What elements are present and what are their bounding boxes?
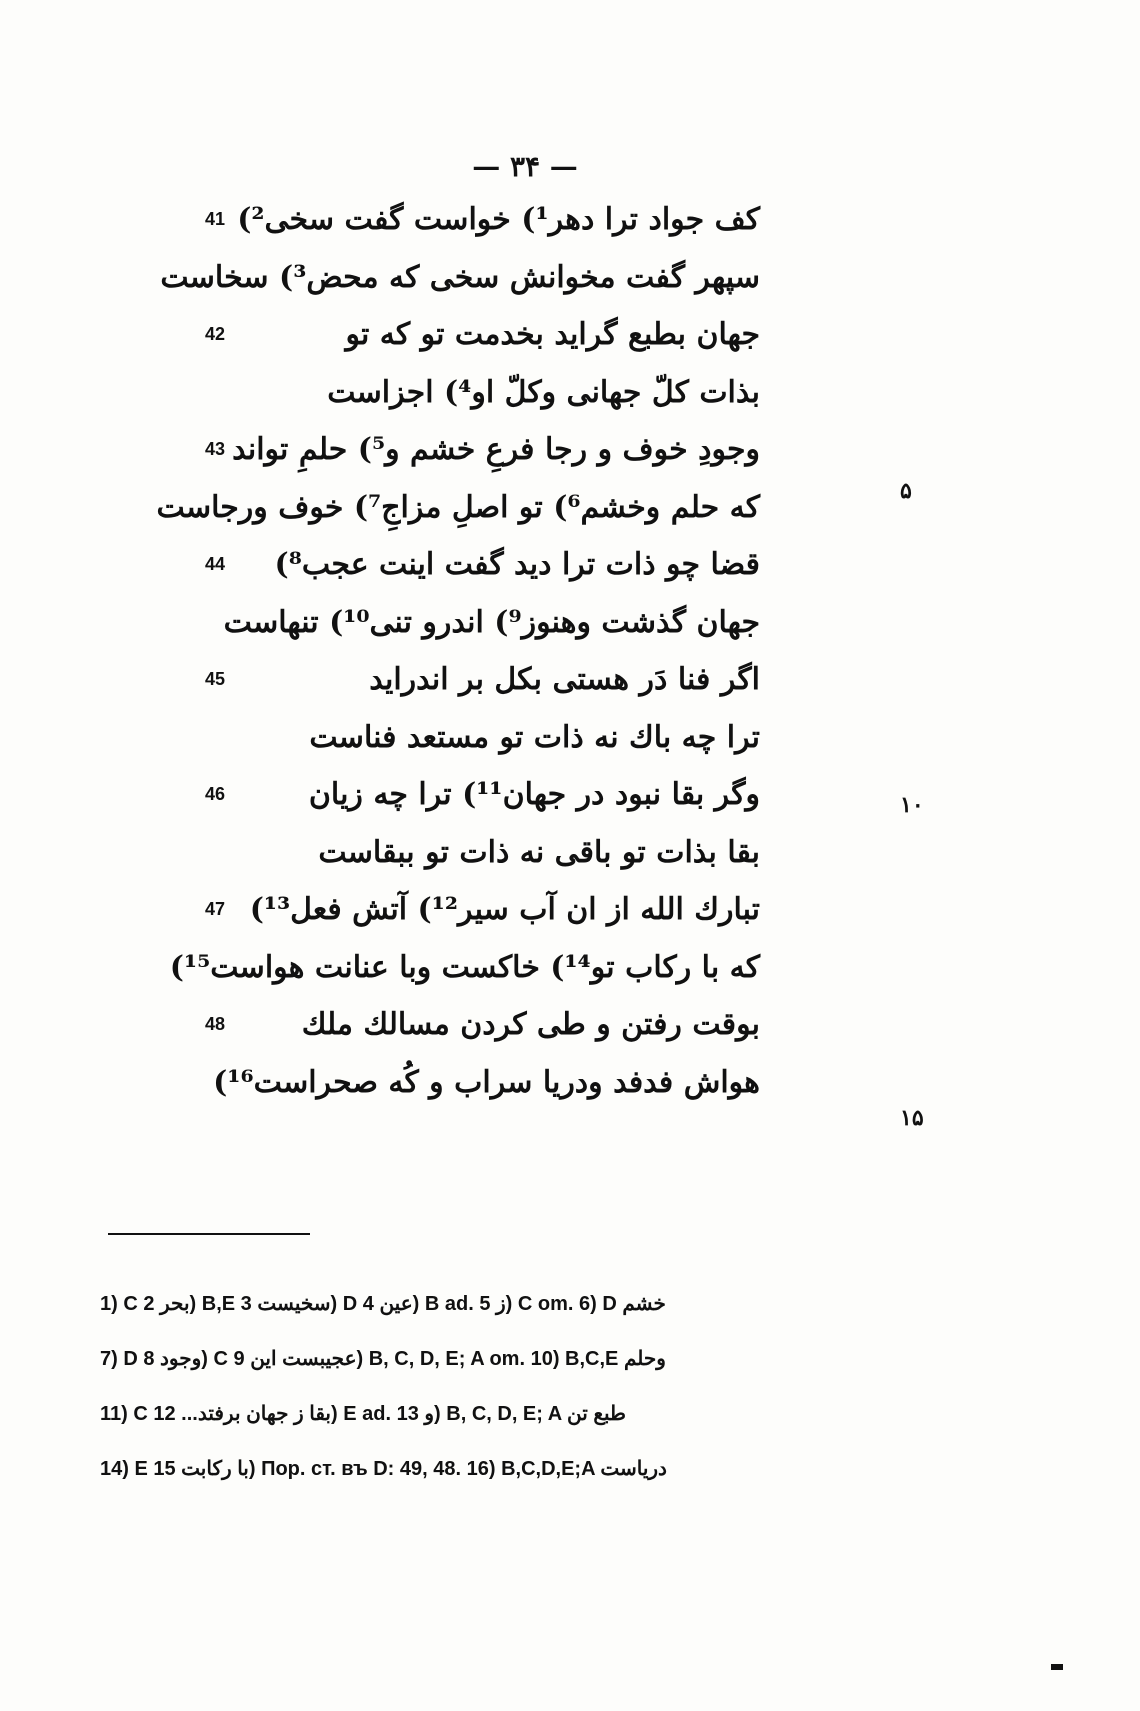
verse-line: تبارك الله از ان آب سیر¹²) آتش فعل¹³) — [249, 892, 760, 927]
verse-line: هواش فدفد ودریا سراب و کُه صحراست¹⁶) — [213, 1065, 760, 1100]
footnote-line: 1) C بحر 2) B,E سخیست 3) D عین 4) B ad. ز 5) C om. 6) D خشم — [100, 1293, 666, 1315]
verse-number: 48 — [205, 1014, 226, 1034]
verse-line: بذات کلّ جهانی وکلّ او⁴) اجزاست — [327, 375, 760, 410]
verse-line: که با رکاب تو¹⁴) خاکست وبا عنانت هواست¹⁵) — [169, 950, 760, 985]
verse-number: 41 — [205, 209, 226, 229]
verse-line: وجودِ خوف و رجا فرعِ خشم و⁵) حلمِ تواند — [232, 432, 760, 467]
verse-line: بقا بذات تو باقی نه ذات تو ببقاست — [318, 835, 760, 870]
verse-number: 46 — [205, 784, 226, 804]
footnote-line: 14) E با رکابت 15) Пор. ст. въ D: 49, 48. 16) B,C,D,E;A دریاست — [100, 1458, 667, 1480]
verse-number: 43 — [205, 439, 226, 459]
verse-number: 42 — [205, 324, 226, 344]
verse-number: 45 — [205, 669, 226, 689]
footnote-line: 7) D وجود 8) C عجیبست این 9) B, C, D, E; A om. 10) B,C,E وحلم — [100, 1348, 666, 1370]
verse-line: وگر بقا نبود در جهان¹¹) ترا چه زیان — [308, 777, 760, 812]
margin-line-number: ۱۰ — [900, 792, 924, 818]
footnote-divider — [108, 1233, 310, 1235]
verse-line: کف جواد ترا دهر¹) خواست گفت سخی²) — [237, 202, 760, 237]
footnote-line: 11) C بقا ز جهان برفتد... 12) E ad. و 13) B, C, D, E; A طبع تن — [100, 1403, 626, 1425]
verse-line: سپهر گفت مخوانش سخی که محض³) سخاست — [160, 260, 760, 295]
verse-line: جهان بطبع گراید بخدمت تو که تو — [345, 317, 760, 352]
page-number: — ۳۴ — — [472, 150, 578, 183]
margin-line-number: ۱۵ — [900, 1105, 924, 1131]
verse-line: که حلم وخشم⁶) تو اصلِ مزاجِ⁷) خوف ورجاست — [156, 490, 760, 525]
verse-line: جهان گذشت وهنوز⁹) اندرو تنی¹⁰) تنهاست — [223, 605, 760, 640]
margin-line-number: ۵ — [900, 478, 912, 504]
verse-number: 47 — [205, 899, 226, 919]
verse-number: 44 — [205, 554, 226, 574]
scan-edge-mark — [1051, 1664, 1063, 1670]
verse-line: ترا چه باك نه ذات تو مستعد فناست — [309, 720, 760, 755]
verse-line: اگر فنا دَر هستی بکل بر اندراید — [369, 662, 760, 697]
verse-line: قضا چو ذات ترا دید گفت اینت عجب⁸) — [274, 547, 760, 582]
verse-line: بوقت رفتن و طی کردن مسالك ملك — [301, 1007, 760, 1042]
